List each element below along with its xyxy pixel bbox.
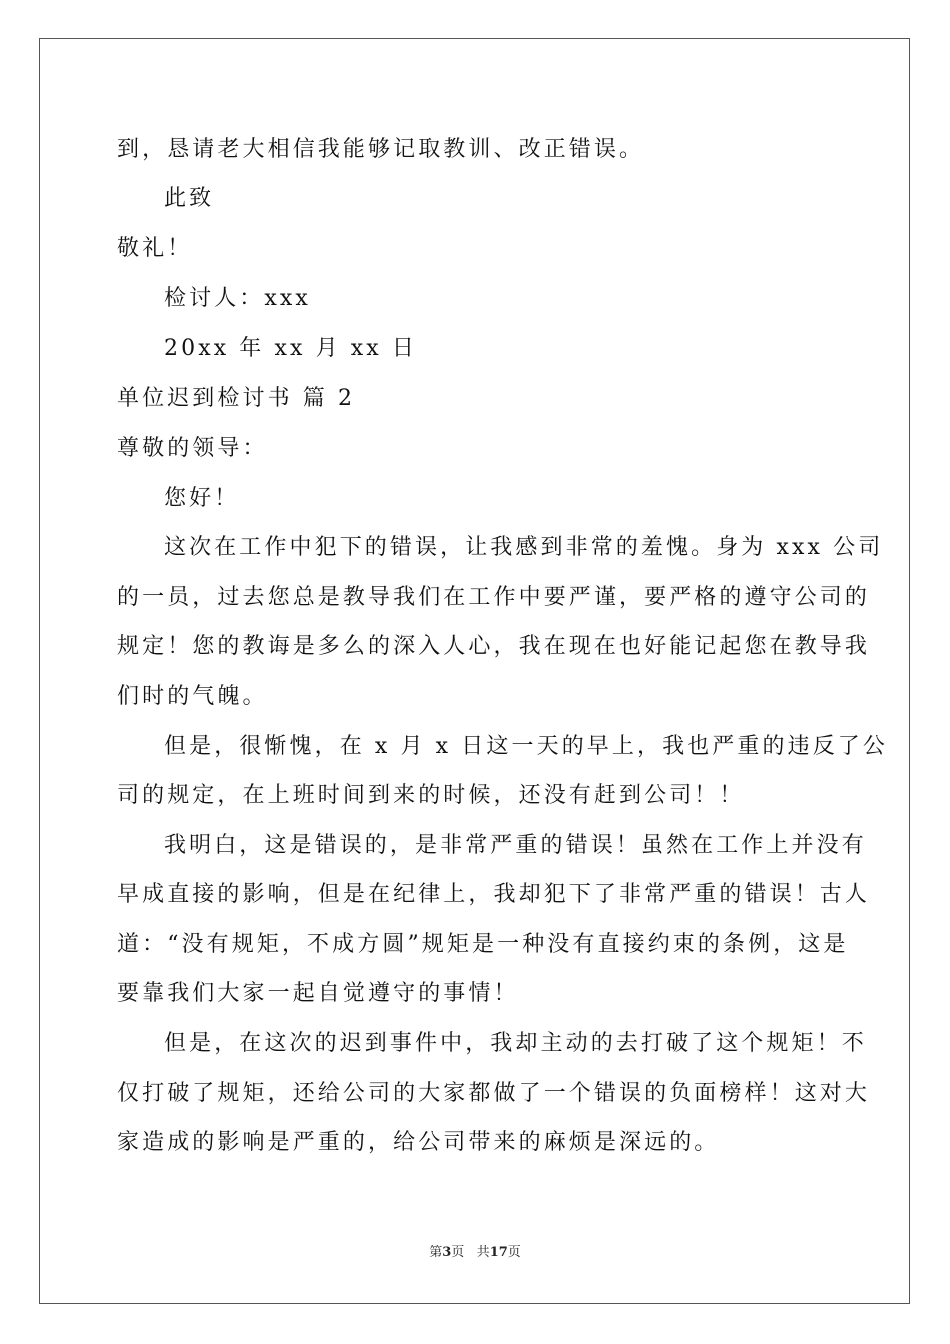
paragraph-line: 家造成的影响是严重的，给公司带来的麻烦是深远的。 [117, 1130, 720, 1155]
greeting-hello: 您好！ [164, 486, 240, 511]
section-title: 单位迟到检讨书 篇 2 [117, 386, 356, 411]
paragraph-line: 要靠我们大家一起自觉遵守的事情！ [117, 981, 519, 1006]
paragraph-line: 但是，在这次的迟到事件中，我却主动的去打破了这个规矩！不 [164, 1031, 867, 1056]
paragraph-line: 这次在工作中犯下的错误，让我感到非常的羞愧。身为 xxx 公司 [164, 535, 884, 560]
paragraph-line: 们时的气魄。 [117, 684, 268, 709]
total-pages: 17 [489, 1245, 508, 1260]
page-footer [0, 1244, 950, 1262]
closing-phrase: 此致 [164, 186, 215, 211]
paragraph-line: 的一员，过去您总是教导我们在工作中要严谨，要严格的遵守公司的 [117, 585, 871, 610]
page-number: 3 [442, 1245, 452, 1260]
paragraph-line: 我明白，这是错误的，是非常严重的错误！虽然在工作上并没有 [164, 833, 867, 858]
closing-salutation: 敬礼！ [117, 236, 193, 261]
paragraph-line: 到，恳请老大相信我能够记取教训、改正错误。 [117, 137, 645, 162]
paragraph-line: 早成直接的影响，但是在纪律上，我却犯下了非常严重的错误！古人 [117, 882, 871, 907]
page-prefix: 第 [429, 1245, 443, 1260]
greeting: 尊敬的领导： [117, 436, 268, 461]
total-prefix: 共 [476, 1245, 490, 1260]
page-frame [39, 38, 910, 1304]
paragraph-line: 仅打破了规矩，还给公司的大家都做了一个错误的负面榜样！这对大 [117, 1081, 871, 1106]
paragraph-line: 规定！您的教诲是多么的深入人心，我在现在也好能记起您在教导我 [117, 634, 871, 659]
signature-line: 检讨人：xxx [164, 286, 311, 311]
paragraph-line: 道：“没有规矩，不成方圆”规矩是一种没有直接约束的条例，这是 [117, 932, 849, 957]
total-suffix: 页 [507, 1245, 521, 1260]
paragraph-line: 司的规定，在上班时间到来的时候，还没有赶到公司！！ [117, 783, 745, 808]
page-suffix: 页 [451, 1245, 465, 1260]
paragraph-line: 但是，很惭愧，在 x 月 x 日这一天的早上，我也严重的违反了公 [164, 734, 888, 759]
date-line: 20xx 年 xx 月 xx 日 [164, 336, 418, 361]
